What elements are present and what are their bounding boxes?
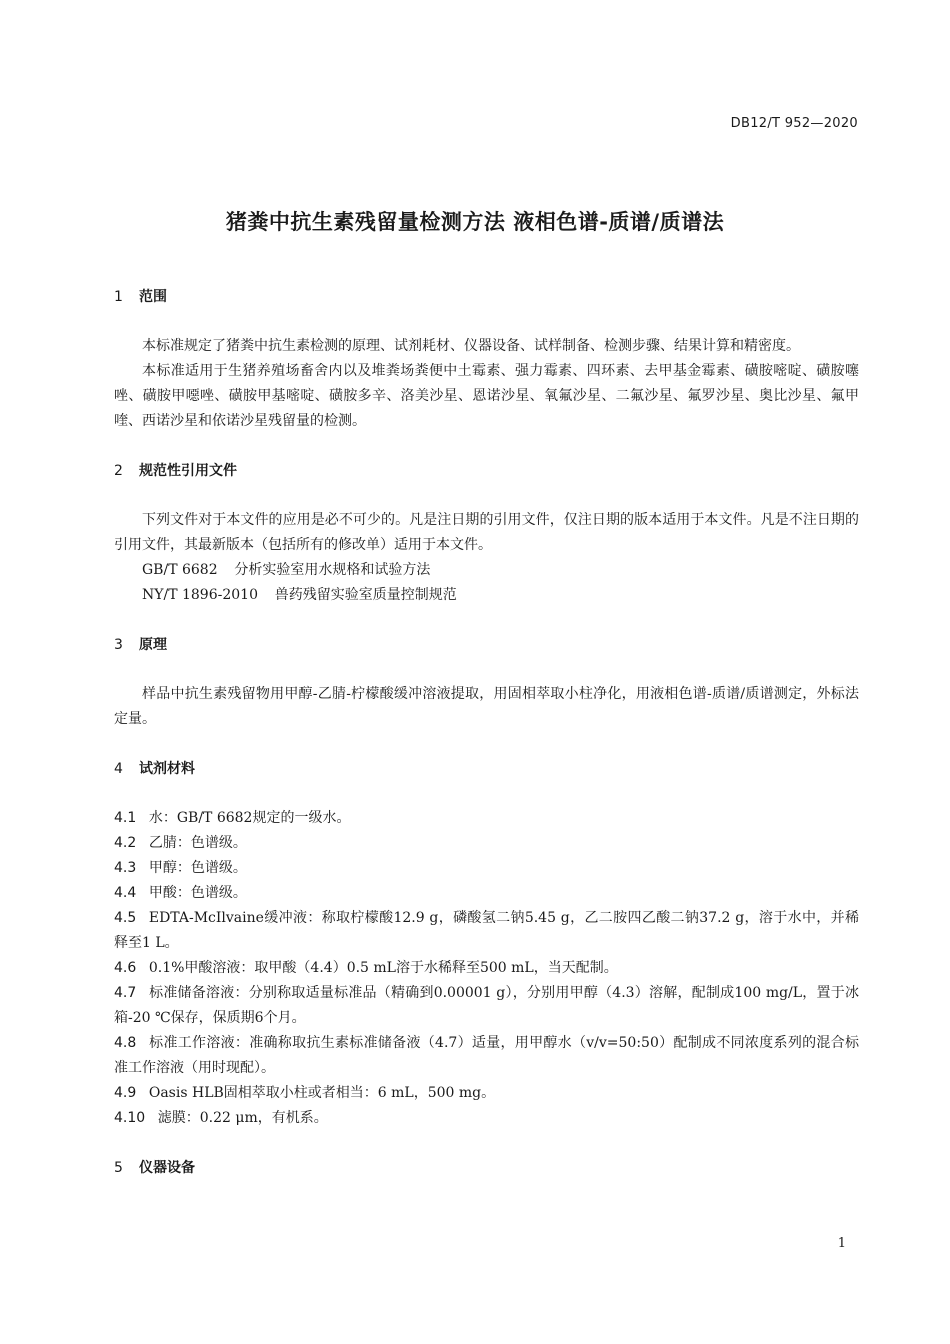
section-title: 试剂材料 — [139, 761, 195, 777]
document-title: 猪粪中抗生素残留量检测方法 液相色谱-质谱/质谱法 — [225, 210, 725, 234]
item-number: 4.8 — [114, 1035, 137, 1051]
item-number: 4.4 — [114, 885, 137, 901]
reference-code: NY/T 1896-2010 — [142, 587, 258, 603]
item-number: 4.10 — [114, 1110, 146, 1126]
section-number: 4 — [114, 761, 123, 777]
reference-item — [114, 583, 859, 608]
reagent-item — [114, 806, 859, 831]
reagent-item — [114, 856, 859, 881]
paragraph: 下列文件对于本文件的应用是必不可少的。凡是注日期的引用文件，仅注日期的版本适用于本文件。凡是不注日期的引用文件，其最新版本（包括所有的修改单）适用于本文件。 — [114, 512, 859, 553]
section-heading-instruments — [114, 1156, 859, 1181]
section-title: 原理 — [139, 637, 167, 653]
reference-code: GB/T 6682 — [142, 562, 218, 578]
section-number: 1 — [114, 289, 123, 305]
item-number: 4.6 — [114, 960, 137, 976]
item-text: 标准工作溶液：准确称取抗生素标准储备液（4.7）适量，用甲醇水（v/v=50:50）配制成不同浓度系列的混合标准工作溶液（用时现配）。 — [114, 1035, 859, 1076]
reagent-item — [114, 831, 859, 856]
paragraph: 本标准规定了猪粪中抗生素检测的原理、试剂耗材、仪器设备、试样制备、检测步骤、结果计算和精密度。 — [142, 338, 800, 354]
reagent-item — [114, 1031, 859, 1081]
page-number: 1 — [837, 1236, 846, 1251]
item-text: 甲酸：色谱级。 — [148, 885, 247, 901]
item-text: 水：GB/T 6682规定的一级水。 — [148, 810, 351, 826]
reference-title: 分析实验室用水规格和试验方法 — [234, 562, 431, 578]
item-number: 4.3 — [114, 860, 137, 876]
section-number: 3 — [114, 637, 123, 653]
item-text: 滤膜：0.22 μm，有机系。 — [157, 1110, 328, 1126]
item-text: 乙腈：色谱级。 — [148, 835, 247, 851]
section-number: 2 — [114, 463, 123, 479]
item-text: 甲醇：色谱级。 — [148, 860, 247, 876]
section-heading-reagents — [114, 757, 859, 782]
reagent-item — [114, 956, 859, 981]
section-heading-principle — [114, 633, 859, 658]
reagent-item — [114, 981, 859, 1031]
item-text: EDTA-McIlvaine缓冲液：称取柠檬酸12.9 g，磷酸氢二钠5.45 g，乙二胺四乙酸二钠37.2 g，溶于水中，并稀释至1 L。 — [114, 910, 859, 951]
document-code: DB12/T 952—2020 — [730, 116, 858, 131]
paragraph: 本标准适用于生猪养殖场畜舍内以及堆粪场粪便中土霉素、强力霉素、四环素、去甲基金霉素、磺胺嘧啶、磺胺噻唑、磺胺甲噁唑、磺胺甲基嘧啶、磺胺多辛、洛美沙星、恩诺沙星、氧氟沙星、二氟沙星、氟罗沙星、奥比沙星、氟甲喹、西诺沙星和依诺沙星残留量的检测。 — [114, 363, 859, 429]
item-text: 标准储备溶液：分别称取适量标准品（精确到0.00001 g），分别用甲醇（4.3）溶解，配制成100 mg/L，置于冰箱-20 ℃保存，保质期6个月。 — [114, 985, 859, 1026]
document-body — [114, 285, 859, 1181]
section-number: 5 — [114, 1160, 123, 1176]
item-number: 4.7 — [114, 985, 137, 1001]
item-number: 4.5 — [114, 910, 137, 926]
item-text: Oasis HLB固相萃取小柱或者相当：6 mL，500 mg。 — [148, 1085, 496, 1101]
reagent-item — [114, 1106, 859, 1131]
section-heading-scope — [114, 285, 859, 310]
reference-item — [114, 558, 859, 583]
section-heading-normative-references — [114, 459, 859, 484]
item-number: 4.1 — [114, 810, 137, 826]
reagent-item — [114, 906, 859, 956]
paragraph: 样品中抗生素残留物用甲醇-乙腈-柠檬酸缓冲溶液提取，用固相萃取小柱净化，用液相色谱-质谱/质谱测定，外标法定量。 — [114, 686, 859, 727]
item-number: 4.9 — [114, 1085, 137, 1101]
item-text: 0.1%甲酸溶液：取甲酸（4.4）0.5 mL溶于水稀释至500 mL，当天配制。 — [148, 960, 618, 976]
section-title: 范围 — [139, 289, 167, 305]
reagent-item — [114, 1081, 859, 1106]
reference-title: 兽药残留实验室质量控制规范 — [274, 587, 457, 603]
reagent-item — [114, 881, 859, 906]
section-title: 规范性引用文件 — [139, 463, 237, 479]
item-number: 4.2 — [114, 835, 137, 851]
section-title: 仪器设备 — [139, 1160, 195, 1176]
